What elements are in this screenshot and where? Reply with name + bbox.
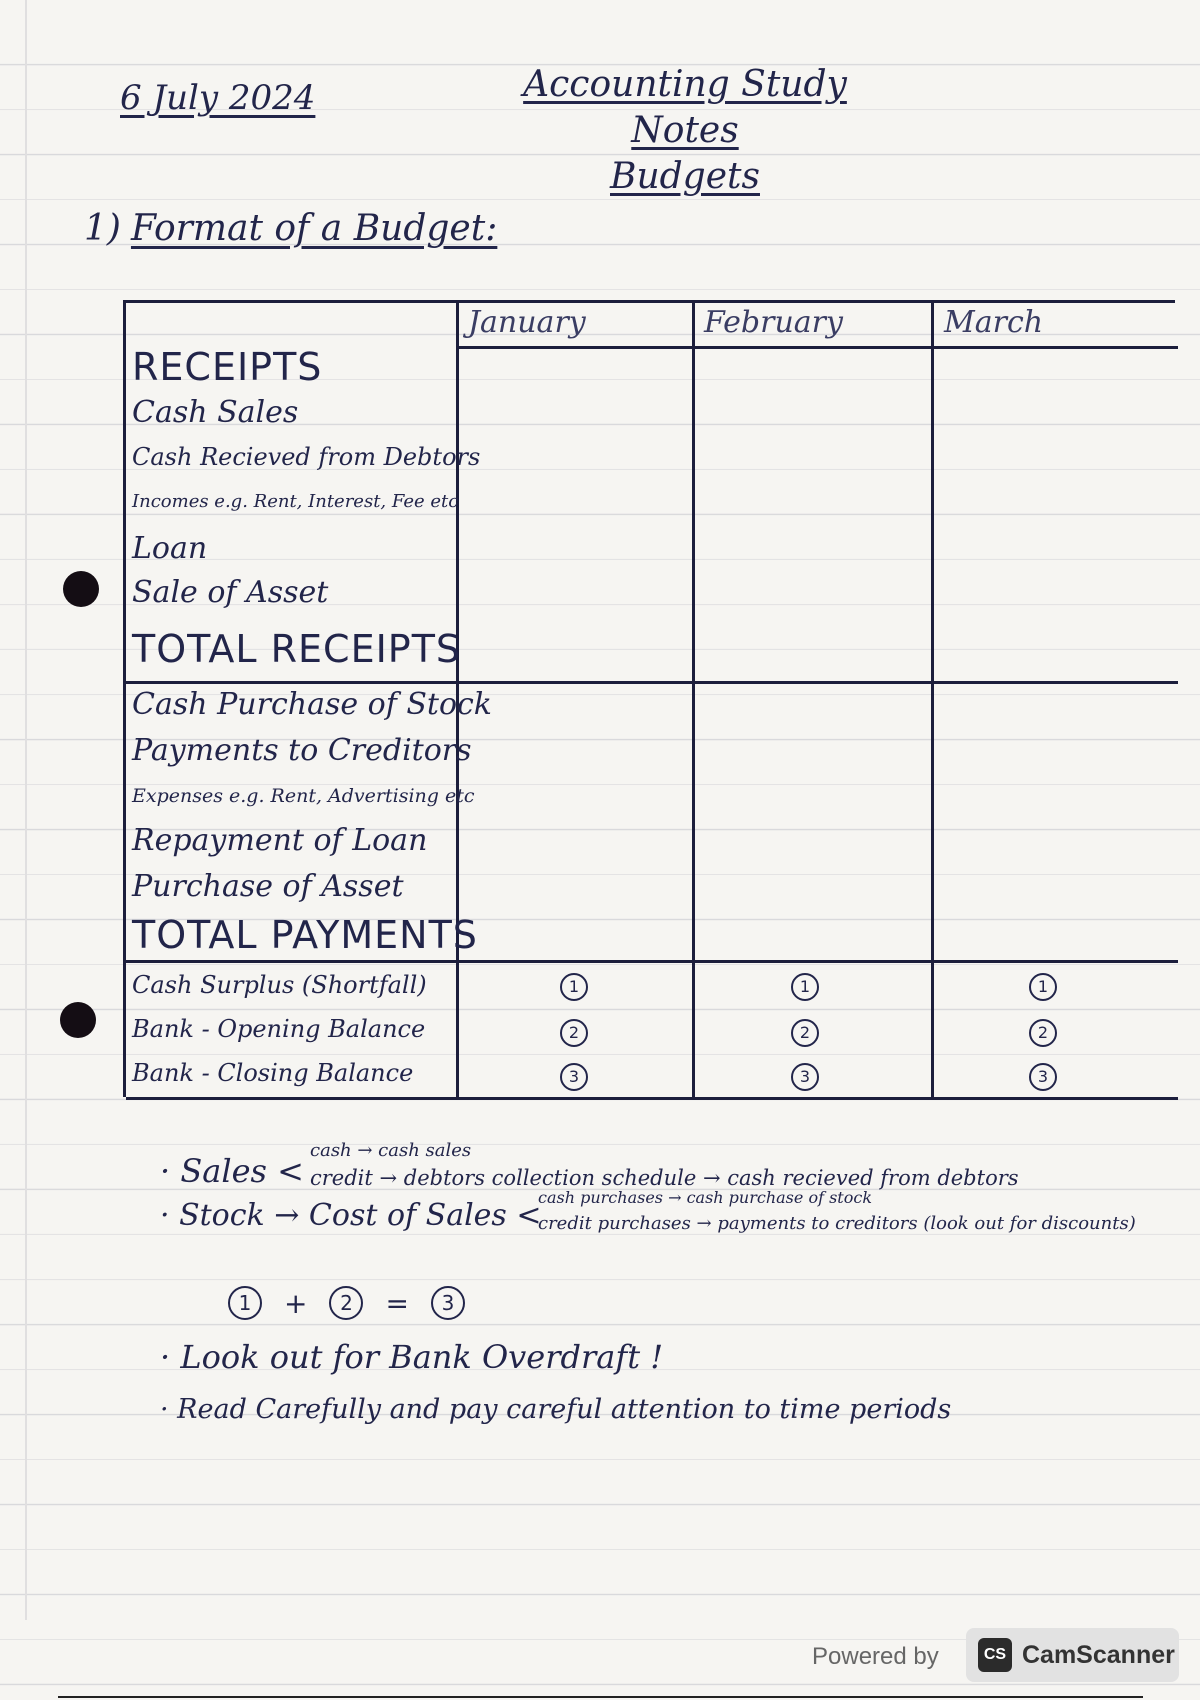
time-periods-note: Read Carefully and pay careful attention to time periods — [177, 1394, 952, 1425]
marker-circle: 2 — [791, 1019, 819, 1047]
sales-note — [160, 1152, 304, 1190]
receipt-item: Cash Recieved from Debtors — [132, 443, 481, 471]
receipts-section-rule — [126, 681, 1178, 684]
receipt-item: Incomes e.g. Rent, Interest, Fee etc — [132, 491, 459, 512]
payment-item: Expenses e.g. Rent, Advertising etc — [132, 785, 475, 807]
receipts-heading: RECEIPTS — [132, 345, 323, 389]
month-header-march: March — [944, 305, 1044, 340]
column-divider — [931, 303, 934, 1097]
section-heading-text: Format of a Budget: — [130, 208, 498, 249]
receipt-item: Loan — [132, 531, 208, 566]
table-bottom-rule — [126, 1097, 1178, 1100]
date-text: 6 July 2024 — [120, 78, 316, 118]
marker-circle: 1 — [1029, 973, 1057, 1001]
marker-circle: 1 — [791, 973, 819, 1001]
title-text: Accounting Study Notes — [523, 64, 847, 151]
summary-row-label: Bank - Opening Balance — [132, 1015, 426, 1043]
marker-circle: 2 — [1029, 1019, 1057, 1047]
column-divider — [692, 303, 695, 1097]
camscanner-badge — [966, 1628, 1179, 1682]
binder-hole — [60, 1002, 96, 1038]
binder-hole — [63, 571, 99, 607]
total-receipts-label: TOTAL RECEIPTS — [132, 627, 462, 671]
camscanner-brand-name: CamScanner — [1022, 1640, 1175, 1669]
sales-cash-branch: cash → cash sales — [310, 1140, 472, 1161]
margin-line — [25, 0, 27, 1620]
marker-circle: 3 — [791, 1063, 819, 1091]
bullet-dot: · — [160, 1152, 181, 1190]
branch-icon: < — [277, 1152, 304, 1190]
bullet-note — [160, 1338, 663, 1376]
sales-label: Sales — [180, 1152, 267, 1190]
bullet-dot: · — [160, 1338, 181, 1376]
total-payments-label: TOTAL PAYMENTS — [132, 913, 478, 957]
stock-label: Stock → Cost of Sales — [179, 1198, 507, 1233]
month-header-january: January — [468, 305, 586, 340]
equals-sign: = — [385, 1286, 409, 1320]
branch-icon: < — [516, 1198, 542, 1233]
payment-item: Payments to Creditors — [132, 733, 472, 768]
payment-item: Cash Purchase of Stock — [132, 687, 492, 722]
summary-row-label: Bank - Closing Balance — [132, 1059, 414, 1087]
receipt-item: Cash Sales — [132, 395, 299, 430]
bullet-dot: · — [160, 1198, 180, 1233]
marker-circle: 1 — [560, 973, 588, 1001]
receipt-item: Sale of Asset — [132, 575, 329, 610]
payments-section-rule — [126, 960, 1178, 963]
subtitle-text: Budgets — [610, 156, 760, 197]
section-heading — [84, 208, 497, 249]
plus-sign: + — [284, 1286, 308, 1320]
marker-circle: 2 — [560, 1019, 588, 1047]
camscanner-logo-icon: CS — [978, 1638, 1012, 1672]
budget-table — [123, 300, 1175, 1097]
month-header-february: February — [704, 305, 843, 340]
stock-note — [160, 1198, 542, 1233]
bullet-note — [160, 1394, 951, 1425]
overdraft-note: Look out for Bank Overdraft ! — [180, 1338, 664, 1376]
bullet-dot: · — [160, 1394, 178, 1425]
sales-credit-branch: credit → debtors collection schedule → cash recieved from debtors — [310, 1166, 1019, 1190]
stock-credit-branch: credit purchases → payments to creditors (look out for discounts) — [538, 1213, 1136, 1234]
marker-circle: 3 — [560, 1063, 588, 1091]
marker-circle: 2 — [329, 1286, 363, 1320]
marker-circle: 3 — [1029, 1063, 1057, 1091]
marker-circle: 1 — [228, 1286, 262, 1320]
powered-by-text: Powered by — [812, 1643, 939, 1670]
month-header-rule — [459, 346, 1178, 349]
balance-formula — [228, 1286, 465, 1320]
summary-row-label: Cash Surplus (Shortfall) — [132, 971, 427, 999]
section-number: 1) — [84, 208, 121, 249]
footer-rule — [58, 1696, 1143, 1698]
payment-item: Repayment of Loan — [132, 823, 428, 858]
stock-cash-branch: cash purchases → cash purchase of stock — [538, 1188, 873, 1207]
marker-circle: 3 — [431, 1286, 465, 1320]
page-title — [520, 62, 850, 200]
payment-item: Purchase of Asset — [132, 869, 404, 904]
